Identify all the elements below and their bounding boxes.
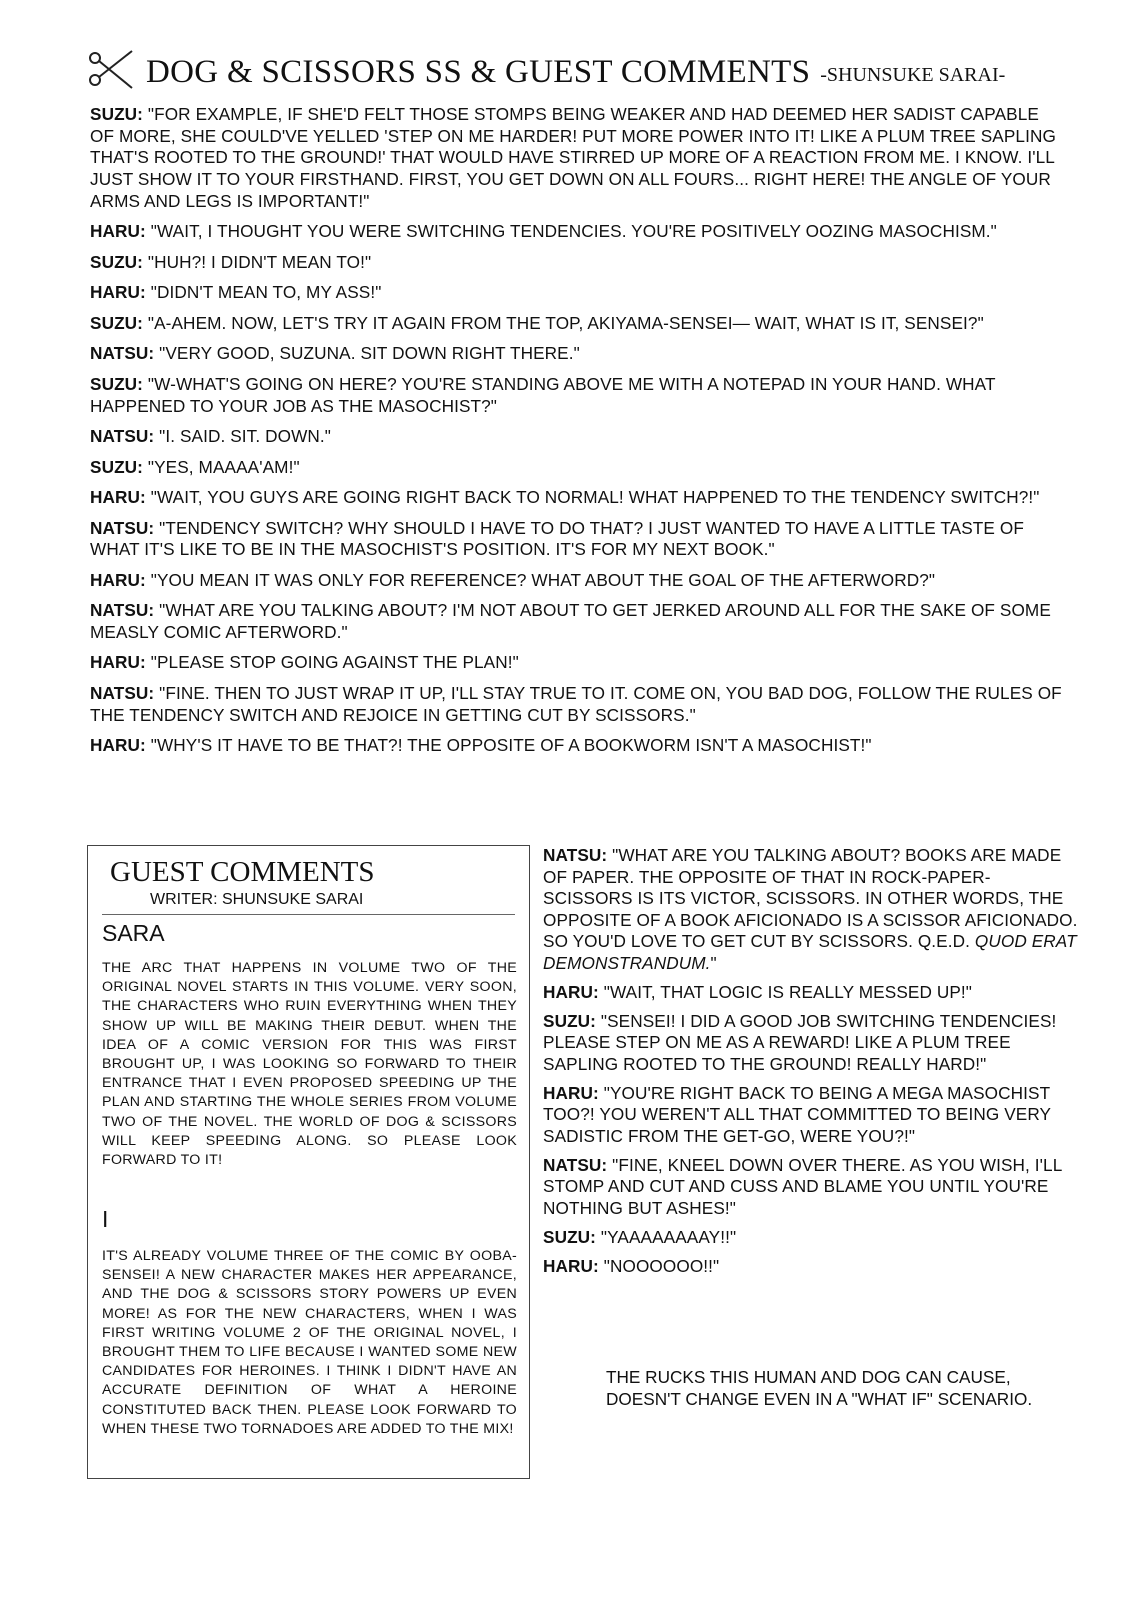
speaker-name: NATSU: [90, 517, 155, 538]
dialogue-text: "DIDN'T MEAN TO, MY ASS!" [150, 282, 382, 303]
speaker-name: NATSU: [90, 600, 155, 621]
dialogue-line [543, 845, 1078, 974]
dialogue-line [543, 1227, 1078, 1249]
dialogue-text: "PLEASE STOP GOING AGAINST THE PLAN!" [150, 652, 519, 673]
dialogue-text: "NOOOOOO!!" [603, 1255, 720, 1276]
speaker-name: HARU: [90, 735, 146, 756]
speaker-name: HARU: [90, 221, 146, 242]
guest-comments-title: GUEST COMMENTS [110, 856, 375, 888]
dialogue-line [90, 652, 1065, 674]
speaker-name: NATSU: [543, 1154, 608, 1175]
dialogue-text: "HUH?! I DIDN'T MEAN TO!" [147, 251, 372, 272]
dialogue-text: "FINE. THEN TO JUST WRAP IT UP, I'LL STAY TRUE TO IT. COME ON, YOU BAD DOG, FOLLOW THE RULES OF THE TENDENCY SWITCH AND REJOICE IN GETTING CUT BY SCISSORS." [90, 682, 1062, 725]
comment-text-i: IT'S ALREADY VOLUME THREE OF THE COMIC BY OOBA-SENSEI! A NEW CHARACTER MAKES HER APPEARANCE, AND THE DOG & SCISSORS STORY POWERS UP EVEN MORE! AS FOR THE NEW CHARACTERS, WHEN I WAS FIRST WRITING VOLUME 2 OF THE ORIGINAL NOVEL, I BROUGHT THEM TO LIFE BECAUSE I WANTED SOME NEW CANDIDATES FOR HEROINES. I THINK I DIDN'T HAVE AN ACCURATE DEFINITION OF WHAT A HEROINE CONSTITUTED BACK THEN. PLEASE LOOK FORWARD TO WHEN THESE TWO TORNADOES ARE ADDED TO THE MIX! [102, 1248, 517, 1437]
speaker-name: NATSU: [90, 682, 155, 703]
dialogue-line [543, 1256, 1078, 1278]
comment-text-sara: THE ARC THAT HAPPENS IN VOLUME TWO OF THE ORIGINAL NOVEL STARTS IN THIS VOLUME. VERY SOON, THE CHARACTERS WHO RUIN EVERYTHING WHEN THEY SHOW UP WILL BE MAKING THEIR DEBUT. WHEN THE IDEA OF A COMIC VERSION FOR THIS WAS FIRST BROUGHT UP, I WAS LOOKING SO FORWARD TO THEIR ENTRANCE THAT I EVEN PROPOSED SPEEDING UP THE PLAN AND STARTING THE WHOLE SERIES FROM VOLUME TWO OF THE NOVEL. THE WORLD OF DOG & SCISSORS WILL KEEP SPEEDING ALONG. SO PLEASE LOOK FORWARD TO IT! [102, 960, 517, 1169]
comment-heading-sara: SARA [102, 920, 165, 946]
divider [102, 914, 515, 915]
dialogue-line [90, 343, 1065, 365]
right-dialogue-section [543, 845, 1078, 1285]
dialogue-line [90, 570, 1065, 592]
dialogue-line [90, 518, 1065, 561]
dialogue-text: "WAIT, I THOUGHT YOU WERE SWITCHING TENDENCIES. YOU'RE POSITIVELY OOZING MASOCHISM." [150, 221, 997, 242]
scissors-icon [86, 48, 136, 92]
dialogue-text: "SENSEI! I DID A GOOD JOB SWITCHING TENDENCIES! PLEASE STEP ON ME AS A REWARD! LIKE A PLUM TREE SAPLING ROOTED TO THE GROUND! REALLY HARD!" [543, 1010, 1057, 1074]
dialogue-line [543, 982, 1078, 1004]
dialogue-text: "WHAT ARE YOU TALKING ABOUT? BOOKS ARE MADE OF PAPER. THE OPPOSITE OF THAT IN ROCK-PAPER-SCISSORS IS ITS VICTOR, SCISSORS. IN OTHER WORDS, THE OPPOSITE OF A BOOK AFICIONADO IS A SCISSOR AFICIONADO. SO YOU'D LOVE TO GET CUT BY SCISSORS. Q.E.D. [543, 845, 1078, 951]
dialogue-text: "YAAAAAAAAY!!" [600, 1226, 737, 1247]
speaker-name: SUZU: [543, 1010, 597, 1031]
dialogue-line [90, 487, 1065, 509]
dialogue-line [90, 600, 1065, 643]
dialogue-line [90, 735, 1065, 757]
dialogue-text: "TENDENCY SWITCH? WHY SHOULD I HAVE TO DO THAT? I JUST WANTED TO HAVE A LITTLE TASTE OF WHAT IT'S LIKE TO BE IN THE MASOCHIST'S POSITION. IT'S FOR MY NEXT BOOK." [90, 517, 1024, 560]
dialogue-text: "VERY GOOD, SUZUNA. SIT DOWN RIGHT THERE." [159, 343, 580, 364]
dialogue-text: "WAIT, THAT LOGIC IS REALLY MESSED UP!" [603, 981, 972, 1002]
dialogue-text: "W-WHAT'S GOING ON HERE? YOU'RE STANDING ABOVE ME WITH A NOTEPAD IN YOUR HAND. WHAT HAPPENED TO YOUR JOB AS THE MASOCHIST?" [90, 373, 996, 416]
dialogue-line [90, 683, 1065, 726]
speaker-name: NATSU: [90, 426, 155, 447]
dialogue-line [90, 221, 1065, 243]
speaker-name: HARU: [543, 1082, 599, 1103]
dialogue-text-end: " [710, 952, 717, 973]
speaker-name: HARU: [90, 487, 146, 508]
dialogue-text: "YOU MEAN IT WAS ONLY FOR REFERENCE? WHAT ABOUT THE GOAL OF THE AFTERWORD?" [150, 569, 936, 590]
dialogue-line [90, 313, 1065, 335]
speaker-name: NATSU: [90, 343, 155, 364]
dialogue-line [90, 426, 1065, 448]
dialogue-text: "YOU'RE RIGHT BACK TO BEING A MEGA MASOCHIST TOO?! YOU WEREN'T ALL THAT COMMITTED TO BEING VERY SADISTIC FROM THE GET-GO, WERE YOU?!" [543, 1082, 1051, 1146]
speaker-name: SUZU: [90, 312, 144, 333]
page-header [86, 48, 1005, 92]
speaker-name: SUZU: [90, 104, 144, 124]
closing-note: THE RUCKS THIS HUMAN AND DOG CAN CAUSE, DOESN'T CHANGE EVEN IN A "WHAT IF" SCENARIO. [606, 1367, 1033, 1409]
guest-comments-box [87, 845, 530, 1479]
speaker-name: HARU: [90, 652, 146, 673]
speaker-name: HARU: [543, 1255, 599, 1276]
dialogue-text: "YES, MAAAA'AM!" [147, 456, 300, 477]
dialogue-line [543, 1083, 1078, 1148]
writer-credit: WRITER: SHUNSUKE SARAI [150, 891, 364, 908]
dialogue-italic: QUOD ERAT DEMONSTRANDUM. [543, 931, 1077, 973]
speaker-name: HARU: [543, 981, 599, 1002]
speaker-name: SUZU: [90, 373, 144, 394]
dialogue-line [543, 1155, 1078, 1220]
speaker-name: SUZU: [543, 1226, 597, 1247]
speaker-name: HARU: [90, 282, 146, 303]
dialogue-text: "WAIT, YOU GUYS ARE GOING RIGHT BACK TO NORMAL! WHAT HAPPENED TO THE TENDENCY SWITCH?!" [150, 487, 1040, 508]
dialogue-line [90, 457, 1065, 479]
dialogue-line [543, 1011, 1078, 1076]
page-title: DOG & SCISSORS SS & GUEST COMMENTS [146, 54, 811, 90]
author-byline: -SHUNSUKE SARAI- [820, 64, 1006, 86]
dialogue-line [90, 104, 1065, 213]
comment-heading-i: I [102, 1206, 109, 1232]
dialogue-line [90, 374, 1065, 417]
speaker-name: HARU: [90, 569, 146, 590]
dialogue-text: "FINE, KNEEL DOWN OVER THERE. AS YOU WISH, I'LL STOMP AND CUT AND CUSS AND BLAME YOU UNTIL YOU'RE NOTHING BUT ASHES!" [543, 1154, 1062, 1218]
speaker-name: SUZU: [90, 251, 144, 272]
dialogue-text: "FOR EXAMPLE, IF SHE'D FELT THOSE STOMPS BEING WEAKER AND HAD DEEMED HER SADIST CAPABLE OF MORE, SHE COULD'VE YELLED 'STEP ON ME HARDER! PUT MORE POWER INTO IT! LIKE A PLUM TREE SAPLING THAT'S ROOTED TO THE GROUND!' THAT WOULD HAVE STIRRED UP MORE OF A REACTION FROM ME. I KNOW. I'LL JUST SHOW IT TO YOUR FIRSTHAND. FIRST, YOU GET DOWN ON ALL FOURS... RIGHT HERE! THE ANGLE OF YOUR ARMS AND LEGS IS IMPORTANT!" [90, 104, 1056, 211]
dialogue-text: "I. SAID. SIT. DOWN." [159, 426, 332, 447]
dialogue-section [90, 104, 1065, 766]
speaker-name: NATSU: [543, 845, 608, 865]
dialogue-line [90, 252, 1065, 274]
dialogue-text: "A-AHEM. NOW, LET'S TRY IT AGAIN FROM THE TOP, AKIYAMA-SENSEI— WAIT, WHAT IS IT, SENSEI?" [147, 312, 984, 333]
dialogue-text: "WHAT ARE YOU TALKING ABOUT? I'M NOT ABOUT TO GET JERKED AROUND ALL FOR THE SAKE OF SOME MEASLY COMIC AFTERWORD." [90, 600, 1051, 642]
dialogue-line [90, 282, 1065, 304]
dialogue-text: "WHY'S IT HAVE TO BE THAT?! THE OPPOSITE OF A BOOKWORM ISN'T A MASOCHIST!" [150, 735, 872, 756]
speaker-name: SUZU: [90, 456, 144, 477]
